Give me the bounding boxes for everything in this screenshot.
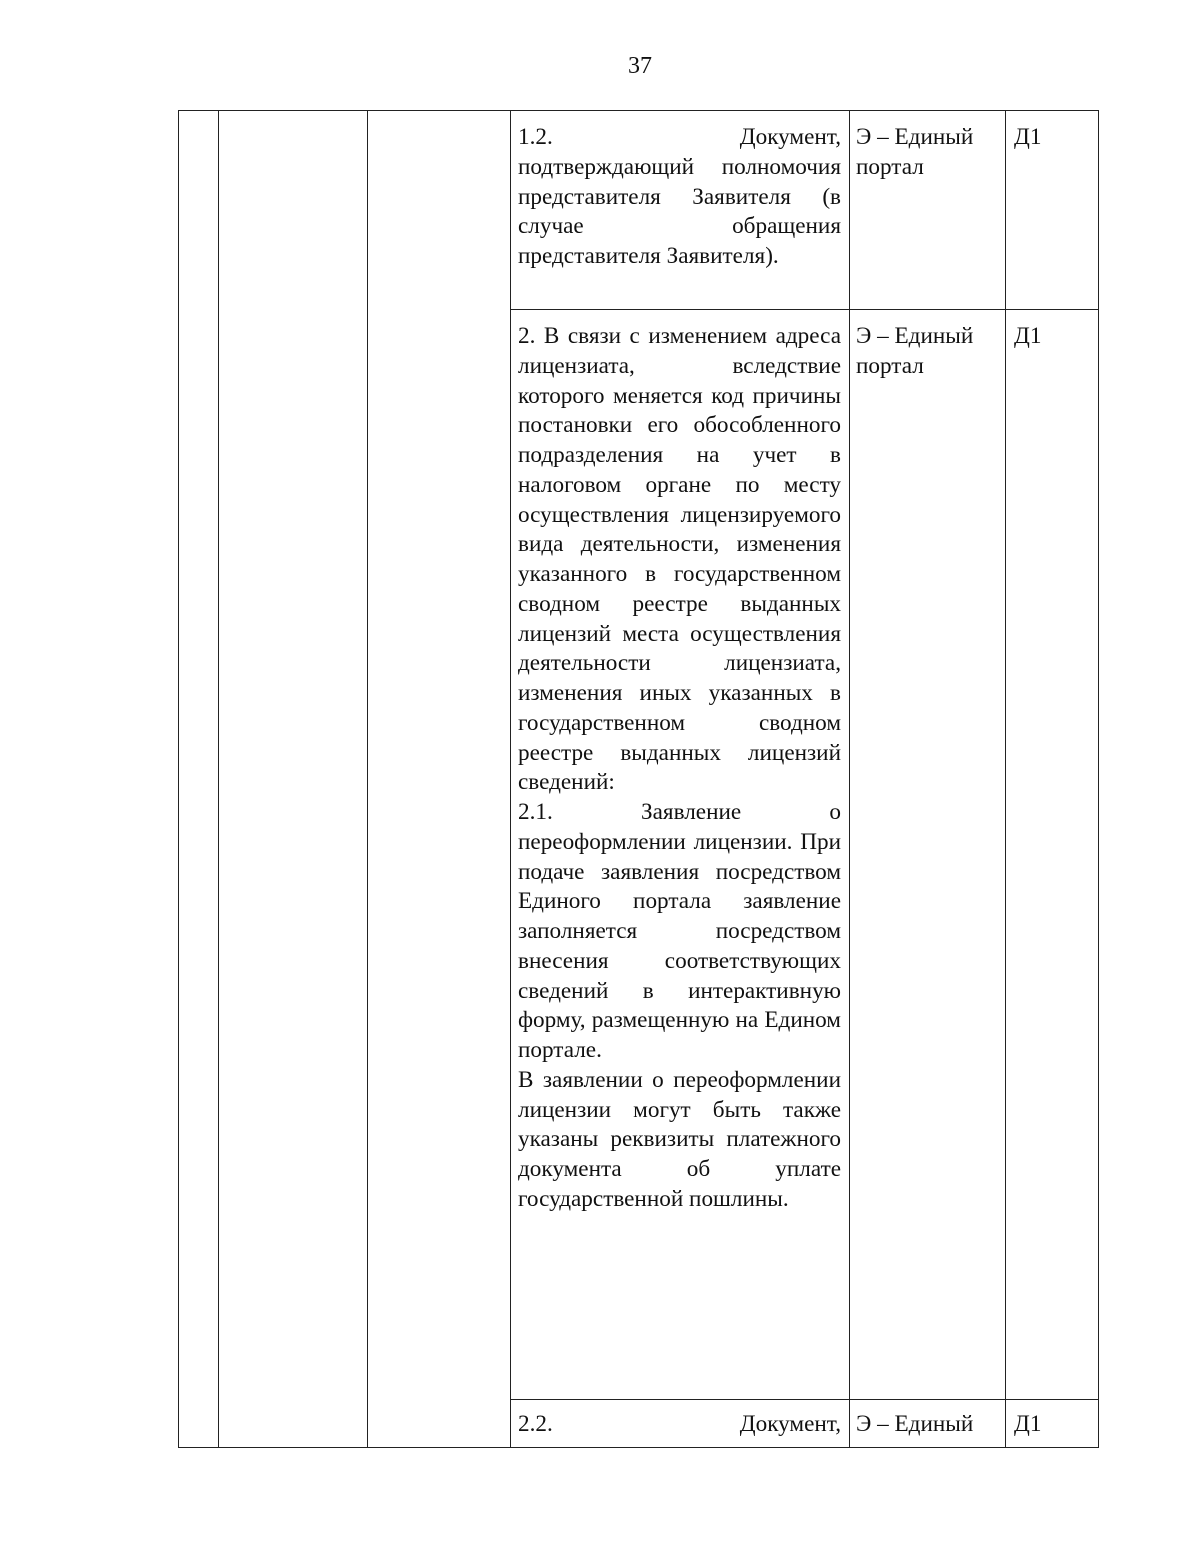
description-paragraph: 2.2. Документ, (518, 1410, 841, 1437)
document-code-cell (1006, 310, 1099, 1400)
description-paragraph: В заявлении о переоформлении лицензии могут быть также указаны реквизиты платежного документа об уплате государственной пошлины. (518, 1066, 841, 1212)
description-cell (511, 111, 850, 310)
document-code: Д1 (1014, 323, 1042, 350)
empty-cell-col2 (219, 111, 368, 1448)
description-cell (511, 1399, 850, 1447)
description-cell (511, 310, 850, 1400)
submission-form-cell (850, 1399, 1006, 1447)
submission-form-text: Э – Единый портал (856, 124, 974, 180)
table-row (179, 111, 1099, 310)
empty-cell-col1 (179, 111, 219, 1448)
submission-form-cell (850, 310, 1006, 1400)
document-code-cell (1006, 111, 1099, 310)
document-code-cell (1006, 1399, 1099, 1447)
submission-form-text: Э – Единый (856, 1410, 974, 1437)
submission-form-cell (850, 111, 1006, 310)
page-number: 37 (628, 53, 652, 79)
submission-form-text: Э – Единый портал (856, 323, 974, 379)
document-code: Д1 (1014, 1410, 1042, 1437)
description-paragraph: 1.2. Документ, подтверждающий полномочия представителя Заявителя (в случае обращения представителя Заявителя). (518, 124, 841, 269)
empty-cell-col3 (368, 111, 511, 1448)
document-table (178, 110, 1099, 1448)
description-paragraph: 2.1. Заявление о переоформлении лицензии. При подаче заявления посредством Единого портала заявление заполняется посредством внесения соответствующих сведений в интерактивную форму, размещенную на Едином портале. (518, 799, 841, 1064)
description-paragraph: 2. В связи с изменением адреса лицензиата, вследствие которого меняется код причины постановки его обособленного подразделения на учет в налоговом органе по месту осуществления лицензируемого вида деятельности, изменения указанного в государственном сводном реестре выданных лицензий места осуществления деятельности лицензиата, изменения иных указанных в государственном сводном реестре выданных лицензий сведений: (518, 323, 841, 796)
document-code: Д1 (1014, 124, 1042, 150)
